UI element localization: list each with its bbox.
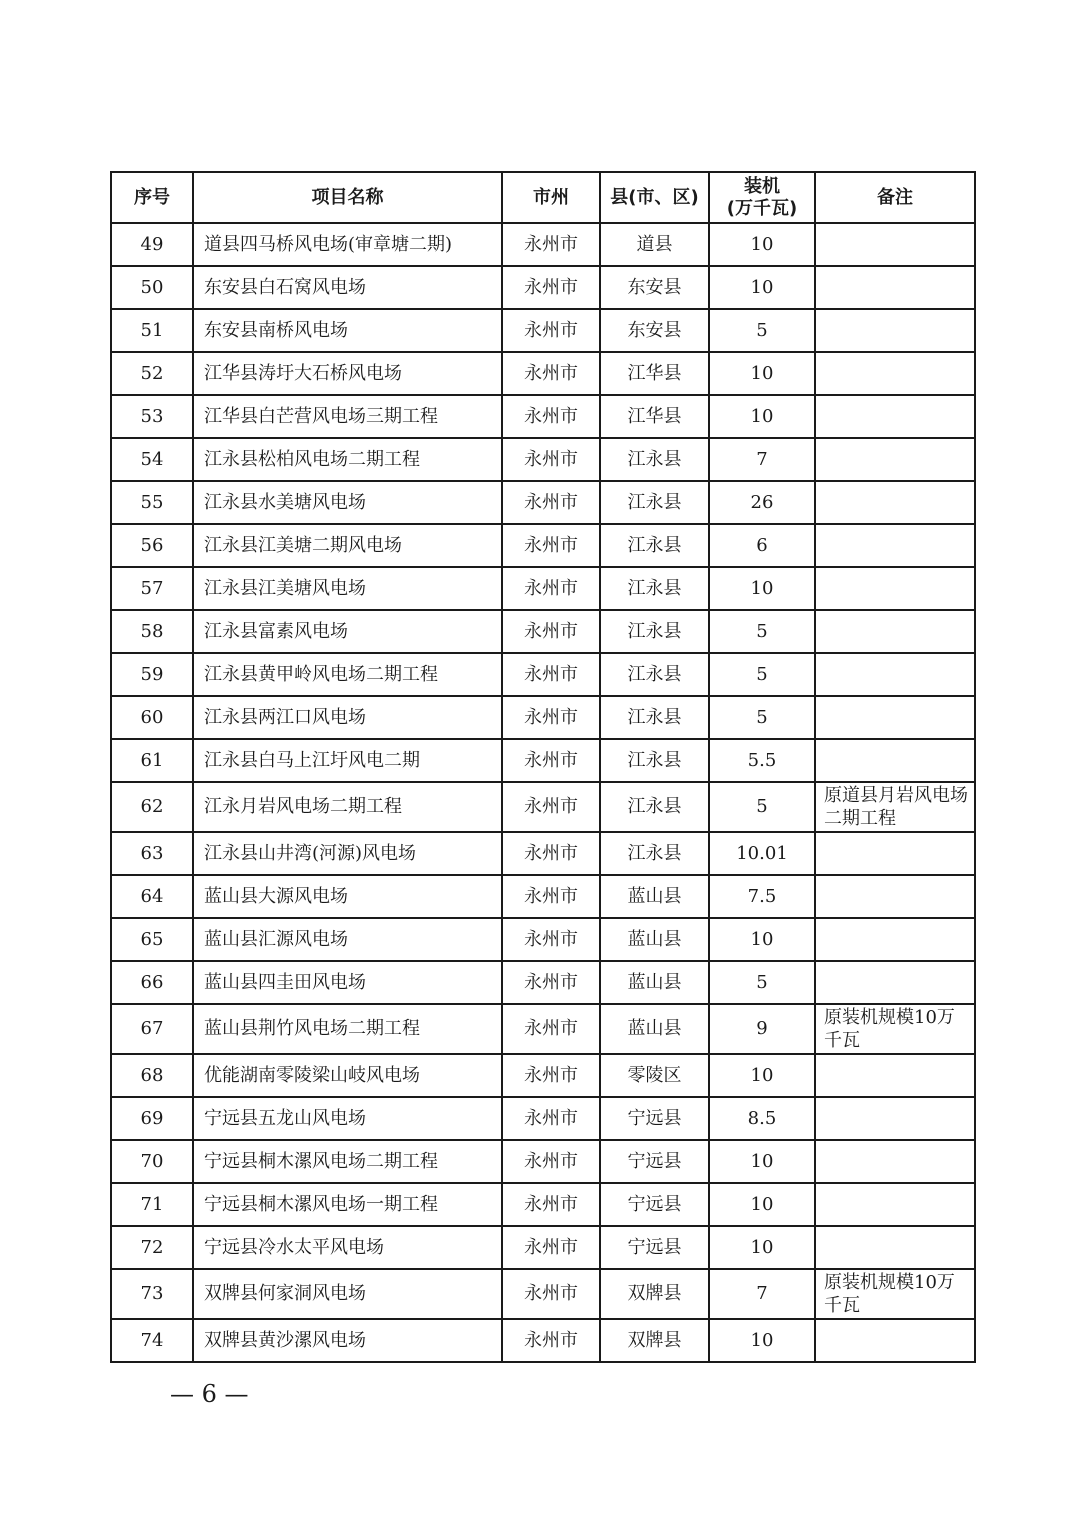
cell-capacity: 10 (709, 1319, 815, 1362)
cell-seq: 70 (111, 1140, 193, 1183)
cell-note (815, 524, 975, 567)
cell-seq: 59 (111, 653, 193, 696)
cell-note: 原装机规模10万千瓦 (815, 1269, 975, 1319)
cell-city: 永州市 (502, 832, 600, 875)
cell-capacity: 5 (709, 309, 815, 352)
project-table (110, 171, 976, 1363)
cell-name: 东安县白石窝风电场 (193, 266, 502, 309)
table-row (111, 875, 975, 918)
cell-capacity: 7 (709, 1269, 815, 1319)
table-body (111, 223, 975, 1362)
cell-seq: 52 (111, 352, 193, 395)
cell-note (815, 1226, 975, 1269)
cell-capacity: 7.5 (709, 875, 815, 918)
cell-note (815, 481, 975, 524)
table-row (111, 266, 975, 309)
cell-name: 江永月岩风电场二期工程 (193, 782, 502, 832)
cell-seq: 71 (111, 1183, 193, 1226)
cell-name: 江永县江美塘风电场 (193, 567, 502, 610)
cell-city: 永州市 (502, 696, 600, 739)
cell-capacity: 8.5 (709, 1097, 815, 1140)
cell-city: 永州市 (502, 1226, 600, 1269)
cell-seq: 72 (111, 1226, 193, 1269)
cell-note (815, 918, 975, 961)
cell-seq: 56 (111, 524, 193, 567)
cell-seq: 68 (111, 1054, 193, 1097)
cell-city: 永州市 (502, 1269, 600, 1319)
header-note: 备注 (815, 172, 975, 223)
header-capacity (709, 172, 815, 223)
cell-county: 宁远县 (600, 1183, 709, 1226)
cell-name: 江永县山井湾(河源)风电场 (193, 832, 502, 875)
cell-capacity: 10 (709, 1183, 815, 1226)
cell-county: 双牌县 (600, 1319, 709, 1362)
cell-city: 永州市 (502, 875, 600, 918)
cell-county: 双牌县 (600, 1269, 709, 1319)
cell-capacity: 10 (709, 352, 815, 395)
header-county: 县(市、区) (600, 172, 709, 223)
cell-city: 永州市 (502, 1140, 600, 1183)
cell-capacity: 5 (709, 961, 815, 1004)
table-row (111, 696, 975, 739)
cell-capacity: 26 (709, 481, 815, 524)
cell-capacity: 10 (709, 266, 815, 309)
cell-county: 东安县 (600, 309, 709, 352)
cell-note (815, 1140, 975, 1183)
table-row (111, 567, 975, 610)
cell-capacity: 10 (709, 1226, 815, 1269)
cell-city: 永州市 (502, 782, 600, 832)
header-name: 项目名称 (193, 172, 502, 223)
cell-seq: 58 (111, 610, 193, 653)
cell-capacity: 10 (709, 1140, 815, 1183)
table-row (111, 1004, 975, 1054)
cell-seq: 55 (111, 481, 193, 524)
cell-county: 东安县 (600, 266, 709, 309)
table-row (111, 309, 975, 352)
cell-capacity: 5.5 (709, 739, 815, 782)
cell-seq: 64 (111, 875, 193, 918)
table-row (111, 610, 975, 653)
table-row (111, 395, 975, 438)
table-row (111, 1226, 975, 1269)
cell-county: 江永县 (600, 438, 709, 481)
table-row (111, 739, 975, 782)
header-capacity-line2: (万千瓦) (726, 197, 798, 219)
cell-capacity: 10 (709, 395, 815, 438)
header-seq: 序号 (111, 172, 193, 223)
cell-name: 宁远县五龙山风电场 (193, 1097, 502, 1140)
cell-note (815, 1319, 975, 1362)
cell-note: 原道县月岩风电场二期工程 (815, 782, 975, 832)
cell-city: 永州市 (502, 1054, 600, 1097)
cell-name: 双牌县黄沙漯风电场 (193, 1319, 502, 1362)
cell-seq: 73 (111, 1269, 193, 1319)
cell-note (815, 832, 975, 875)
cell-seq: 53 (111, 395, 193, 438)
cell-county: 江永县 (600, 832, 709, 875)
cell-name: 江永县水美塘风电场 (193, 481, 502, 524)
cell-city: 永州市 (502, 1183, 600, 1226)
cell-seq: 62 (111, 782, 193, 832)
cell-county: 宁远县 (600, 1140, 709, 1183)
cell-city: 永州市 (502, 266, 600, 309)
cell-capacity: 10 (709, 223, 815, 266)
cell-county: 蓝山县 (600, 875, 709, 918)
cell-capacity: 10 (709, 567, 815, 610)
cell-name: 宁远县桐木漯风电场一期工程 (193, 1183, 502, 1226)
cell-city: 永州市 (502, 1004, 600, 1054)
table-row (111, 438, 975, 481)
table-header-row (111, 172, 975, 223)
cell-city: 永州市 (502, 739, 600, 782)
table-row (111, 1319, 975, 1362)
cell-seq: 63 (111, 832, 193, 875)
cell-name: 蓝山县四圭田风电场 (193, 961, 502, 1004)
header-capacity-line1: 装机 (744, 175, 780, 197)
cell-city: 永州市 (502, 438, 600, 481)
header-city: 市州 (502, 172, 600, 223)
table-row (111, 918, 975, 961)
cell-seq: 51 (111, 309, 193, 352)
cell-name: 宁远县冷水太平风电场 (193, 1226, 502, 1269)
cell-name: 江永县松柏风电场二期工程 (193, 438, 502, 481)
cell-capacity: 10 (709, 1054, 815, 1097)
cell-county: 江永县 (600, 696, 709, 739)
cell-city: 永州市 (502, 1319, 600, 1362)
cell-name: 蓝山县荆竹风电场二期工程 (193, 1004, 502, 1054)
cell-city: 永州市 (502, 524, 600, 567)
cell-county: 宁远县 (600, 1097, 709, 1140)
cell-name: 蓝山县大源风电场 (193, 875, 502, 918)
table-row (111, 352, 975, 395)
cell-seq: 66 (111, 961, 193, 1004)
cell-county: 江永县 (600, 782, 709, 832)
cell-note (815, 696, 975, 739)
cell-county: 江华县 (600, 352, 709, 395)
cell-note (815, 1054, 975, 1097)
cell-county: 江永县 (600, 610, 709, 653)
table-row (111, 653, 975, 696)
cell-seq: 50 (111, 266, 193, 309)
cell-county: 宁远县 (600, 1226, 709, 1269)
cell-seq: 61 (111, 739, 193, 782)
cell-name: 宁远县桐木漯风电场二期工程 (193, 1140, 502, 1183)
table-row (111, 832, 975, 875)
table-row (111, 1140, 975, 1183)
cell-seq: 57 (111, 567, 193, 610)
cell-note (815, 1097, 975, 1140)
table-row (111, 1097, 975, 1140)
cell-name: 蓝山县汇源风电场 (193, 918, 502, 961)
cell-county: 蓝山县 (600, 1004, 709, 1054)
cell-note (815, 395, 975, 438)
table-row (111, 1183, 975, 1226)
cell-county: 江永县 (600, 481, 709, 524)
cell-note (815, 567, 975, 610)
cell-seq: 69 (111, 1097, 193, 1140)
cell-city: 永州市 (502, 961, 600, 1004)
cell-note (815, 875, 975, 918)
cell-capacity: 5 (709, 653, 815, 696)
cell-city: 永州市 (502, 481, 600, 524)
cell-city: 永州市 (502, 918, 600, 961)
cell-county: 道县 (600, 223, 709, 266)
page-number: — 6 — (170, 1380, 249, 1408)
cell-county: 江永县 (600, 567, 709, 610)
cell-county: 江华县 (600, 395, 709, 438)
cell-city: 永州市 (502, 309, 600, 352)
cell-seq: 67 (111, 1004, 193, 1054)
cell-city: 永州市 (502, 567, 600, 610)
cell-note (815, 610, 975, 653)
cell-city: 永州市 (502, 352, 600, 395)
table-row (111, 1054, 975, 1097)
cell-county: 蓝山县 (600, 918, 709, 961)
cell-note (815, 653, 975, 696)
cell-capacity: 10 (709, 918, 815, 961)
cell-capacity: 9 (709, 1004, 815, 1054)
cell-city: 永州市 (502, 395, 600, 438)
cell-name: 江永县两江口风电场 (193, 696, 502, 739)
cell-note (815, 438, 975, 481)
cell-name: 江永县黄甲岭风电场二期工程 (193, 653, 502, 696)
cell-capacity: 5 (709, 782, 815, 832)
cell-seq: 60 (111, 696, 193, 739)
cell-county: 蓝山县 (600, 961, 709, 1004)
cell-note: 原装机规模10万千瓦 (815, 1004, 975, 1054)
cell-name: 道县四马桥风电场(审章塘二期) (193, 223, 502, 266)
cell-note (815, 739, 975, 782)
cell-note (815, 223, 975, 266)
cell-capacity: 7 (709, 438, 815, 481)
cell-capacity: 6 (709, 524, 815, 567)
cell-county: 江永县 (600, 524, 709, 567)
cell-name: 江永县白马上江圩风电二期 (193, 739, 502, 782)
cell-seq: 65 (111, 918, 193, 961)
cell-note (815, 961, 975, 1004)
cell-county: 江永县 (600, 739, 709, 782)
table-row (111, 961, 975, 1004)
table-row (111, 481, 975, 524)
cell-name: 双牌县何家洞风电场 (193, 1269, 502, 1319)
table-row (111, 782, 975, 832)
cell-capacity: 10.01 (709, 832, 815, 875)
cell-name: 东安县南桥风电场 (193, 309, 502, 352)
cell-note (815, 309, 975, 352)
cell-city: 永州市 (502, 1097, 600, 1140)
cell-county: 零陵区 (600, 1054, 709, 1097)
cell-name: 江永县富素风电场 (193, 610, 502, 653)
cell-name: 优能湖南零陵梁山岐风电场 (193, 1054, 502, 1097)
cell-note (815, 266, 975, 309)
cell-capacity: 5 (709, 696, 815, 739)
cell-city: 永州市 (502, 653, 600, 696)
cell-capacity: 5 (709, 610, 815, 653)
cell-city: 永州市 (502, 610, 600, 653)
cell-note (815, 1183, 975, 1226)
cell-name: 江华县白芒营风电场三期工程 (193, 395, 502, 438)
cell-seq: 74 (111, 1319, 193, 1362)
table-row (111, 223, 975, 266)
cell-county: 江永县 (600, 653, 709, 696)
table-row (111, 1269, 975, 1319)
cell-name: 江永县江美塘二期风电场 (193, 524, 502, 567)
table-row (111, 524, 975, 567)
cell-name: 江华县涛圩大石桥风电场 (193, 352, 502, 395)
cell-seq: 49 (111, 223, 193, 266)
cell-seq: 54 (111, 438, 193, 481)
cell-city: 永州市 (502, 223, 600, 266)
cell-note (815, 352, 975, 395)
